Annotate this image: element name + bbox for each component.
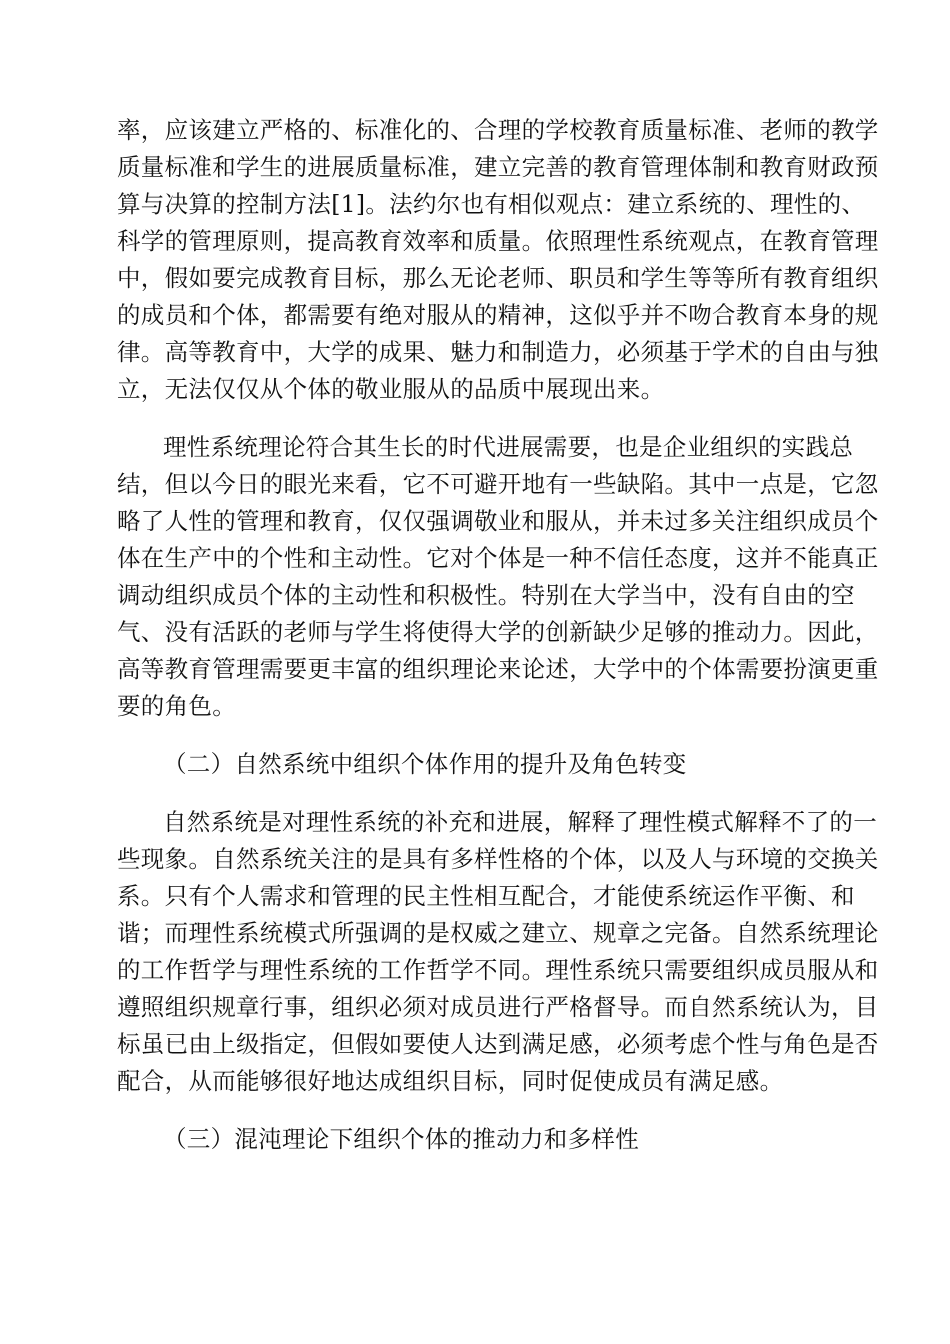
text-line: 谐；而理性系统模式所强调的是权威之建立、规章之完备。自然系统理论 bbox=[117, 919, 879, 947]
text-line: 标虽已由上级指定，但假如要使人达到满足感，必须考虑个性与角色是否 bbox=[117, 1030, 879, 1058]
text-line: 遵照组织规章行事，组织必须对成员进行严格督导。而自然系统认为，目 bbox=[117, 993, 879, 1021]
text-line: 高等教育管理需要更丰富的组织理论来论述，大学中的个体需要扮演更重 bbox=[117, 655, 879, 683]
section-heading: （三）混沌理论下组织个体的推动力和多样性 bbox=[163, 1125, 639, 1153]
text-line: 理性系统理论符合其生长的时代进展需要，也是企业组织的实践总 bbox=[163, 433, 854, 461]
text-line: 科学的管理原则，提高教育效率和质量。依照理性系统观点，在教育管理 bbox=[117, 227, 879, 255]
text-line: 律。高等教育中，大学的成果、魅力和制造力，必须基于学术的自由与独 bbox=[117, 338, 879, 366]
text-line: 的工作哲学与理性系统的工作哲学不同。理性系统只需要组织成员服从和 bbox=[117, 956, 879, 984]
text-line: 略了人性的管理和教育，仅仅强调敬业和服从，并未过多关注组织成员个 bbox=[117, 507, 879, 535]
text-line: 配合，从而能够很好地达成组织目标，同时促使成员有满足感。 bbox=[117, 1067, 784, 1095]
text-line: 立，无法仅仅从个体的敬业服从的品质中展现出来。 bbox=[117, 375, 665, 403]
text-line: 算与决算的控制方法[1]。法约尔也有相似观点：建立系统的、理性的、 bbox=[117, 190, 866, 218]
text-line: 率，应该建立严格的、标准化的、合理的学校教育质量标准、老师的教学 bbox=[117, 116, 879, 144]
text-line: 的成员和个体，都需要有绝对服从的精神，这似乎并不吻合教育本身的规 bbox=[117, 301, 879, 329]
text-line: 质量标准和学生的进展质量标准，建立完善的教育管理体制和教育财政预 bbox=[117, 153, 879, 181]
section-heading: （二）自然系统中组织个体作用的提升及角色转变 bbox=[163, 750, 687, 778]
text-line: 气、没有活跃的老师与学生将使得大学的创新缺少足够的推动力。因此， bbox=[117, 618, 879, 646]
text-line: 要的角色。 bbox=[117, 692, 236, 720]
text-line: 调动组织成员个体的主动性和积极性。特别在大学当中，没有自由的空 bbox=[117, 581, 855, 609]
text-line: 自然系统是对理性系统的补充和进展，解释了理性模式解释不了的一 bbox=[163, 808, 877, 836]
text-line: 些现象。自然系统关注的是具有多样性格的个体，以及人与环境的交换关 bbox=[117, 845, 879, 873]
text-line: 体在生产中的个性和主动性。它对个体是一种不信任态度，这并不能真正 bbox=[117, 544, 879, 572]
text-line: 结，但以今日的眼光来看，它不可避开地有一些缺陷。其中一点是，它忽 bbox=[117, 470, 879, 498]
text-line: 系。只有个人需求和管理的民主性相互配合，才能使系统运作平衡、和 bbox=[117, 882, 855, 910]
text-line: 中，假如要完成教育目标，那么无论老师、职员和学生等等所有教育组织 bbox=[117, 264, 879, 292]
